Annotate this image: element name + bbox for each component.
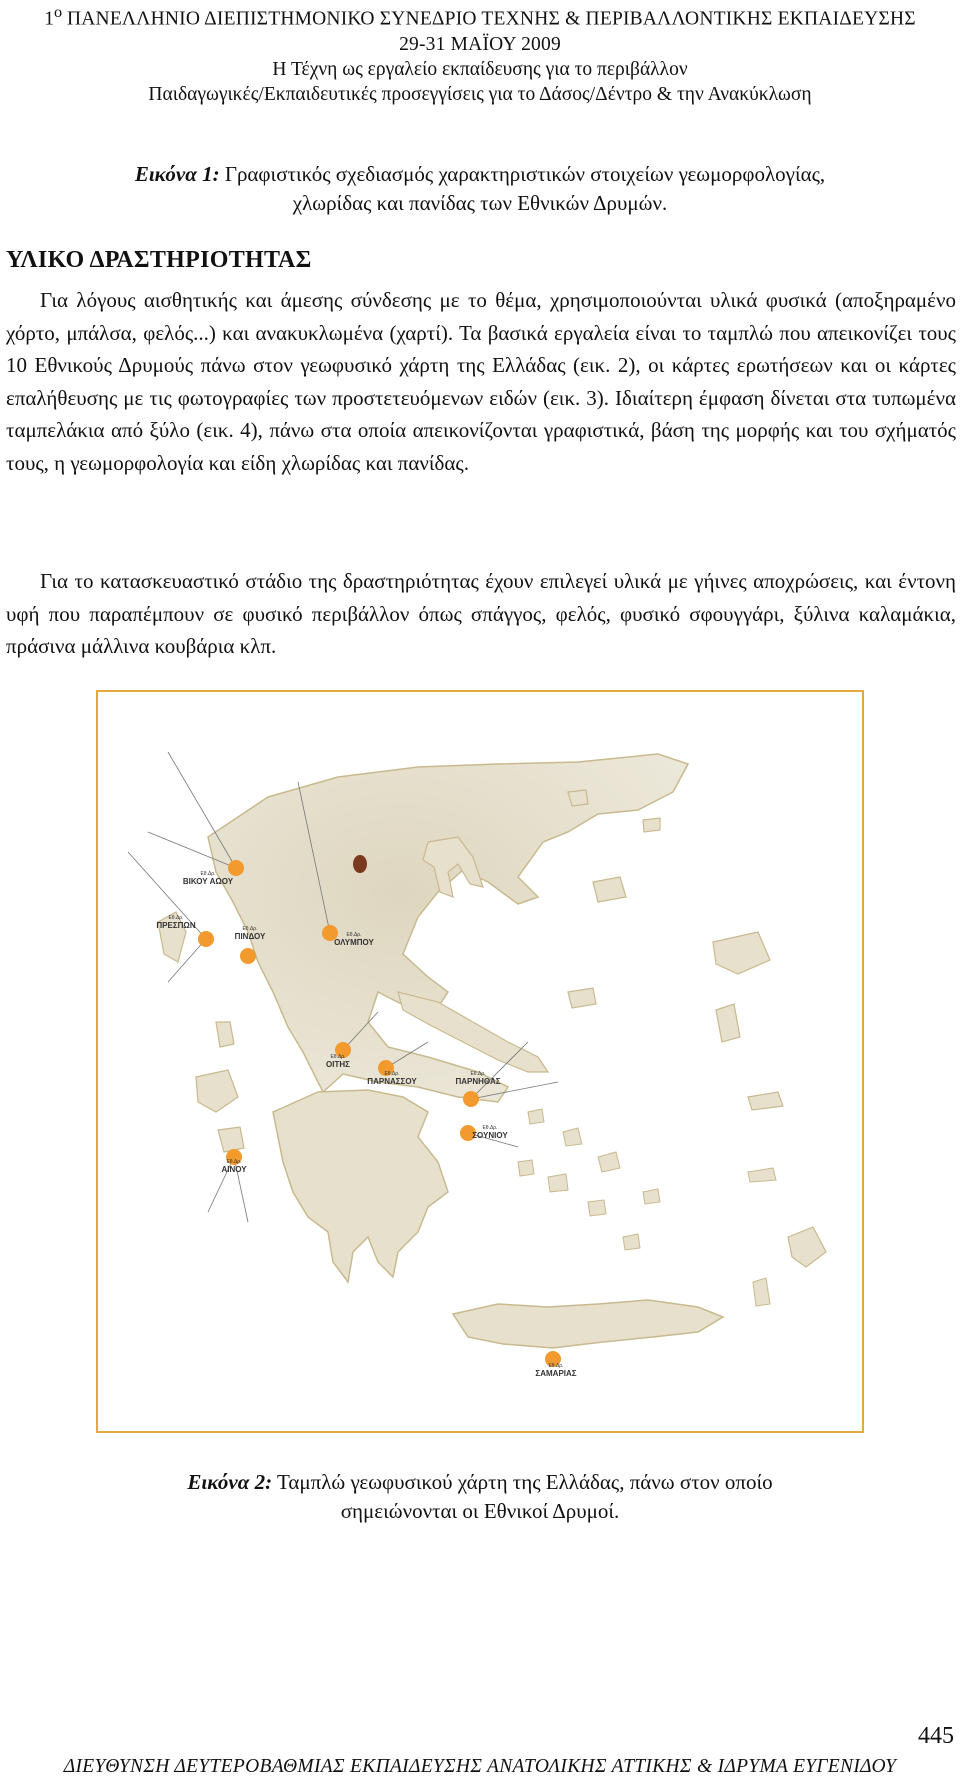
park-label: ΟΛΥΜΠΟΥ	[334, 938, 374, 947]
cyclades-island	[528, 1109, 544, 1124]
lake	[353, 855, 367, 873]
rhodes-island	[788, 1227, 826, 1267]
park-prefix: Εθ.Δρ.	[168, 915, 184, 921]
lesvos-island	[713, 932, 770, 974]
header-theme: Η Τέχνη ως εργαλείο εκπαίδευσης για το περιβάλλον	[272, 58, 688, 80]
park-label: ΠΙΝΔΟΥ	[234, 932, 266, 941]
caption-label: Εικόνα 2:	[187, 1470, 273, 1494]
caption-label: Εικόνα 1:	[134, 162, 220, 186]
park-marker	[228, 860, 244, 876]
park-prefix: Εθ.Δρ.	[242, 926, 258, 932]
greece-map	[98, 692, 862, 1431]
crete-island	[453, 1300, 723, 1348]
cyclades-island	[548, 1174, 568, 1192]
figure-1-caption: Εικόνα 1: Γραφιστικός σχεδιασμός χαρακτηριστικών στοιχείων γεωμορφολογίας, χλωρίδας και πανίδας των Εθνικών Δρυμών.	[134, 162, 826, 215]
cyclades-island	[563, 1128, 582, 1146]
zakynthos-island	[218, 1127, 244, 1152]
samos-island	[748, 1092, 783, 1110]
samothrace-island	[643, 818, 660, 832]
park-marker	[463, 1091, 479, 1107]
cyclades-island	[588, 1200, 606, 1216]
lefkada-island	[216, 1022, 234, 1047]
peloponnese-landmass	[273, 1090, 448, 1282]
lemnos-island	[593, 877, 626, 902]
park-prefix: Εθ.Δρ.	[384, 1071, 400, 1077]
page-number: 445	[918, 1723, 954, 1749]
park-label: ΠΑΡΝΑΣΣΟΥ	[367, 1077, 417, 1086]
running-header	[0, 0, 960, 107]
park-prefix: Εθ.Δρ.	[330, 1054, 346, 1060]
header-dates: 29-31 ΜΑΪΟΥ 2009	[399, 33, 561, 55]
header-conference-title: $1^o$ ΠΑΝΕΛΛΗΝΙΟ ΔΙΕΠΙΣΤΗΜΟΝΙΚΟ ΣΥΝΕΔΡΙΟ ΤΕΧΝΗΣ & ΠΕΡΙΒΑΛΛΟΝΤΙΚΗΣ ΕΚΠΑΙΔΕΥΣΗΣ	[44, 3, 916, 30]
cyclades-island	[623, 1234, 640, 1250]
figure-2-caption: Εικόνα 2: Ταμπλώ γεωφυσικού χάρτη της Ελλάδας, πάνω στον οποίο σημειώνονται οι Εθνικοί Δρυμοί.	[187, 1470, 773, 1523]
thasos-island	[568, 790, 588, 806]
greece-map-figure	[96, 690, 864, 1433]
park-label: ΟΙΤΗΣ	[326, 1060, 350, 1069]
karpathos-island	[753, 1278, 770, 1306]
cyclades-island	[518, 1160, 534, 1176]
conference-name: ΠΑΝΕΛΛΗΝΙΟ ΔΙΕΠΙΣΤΗΜΟΝΙΚΟ ΣΥΝΕΔΡΙΟ ΤΕΧΝΗΣ & ΠΕΡΙΒΑΛΛΟΝΤΙΚΗΣ ΕΚΠΑΙΔΕΥΣΗΣ	[66, 8, 916, 30]
skyros-island	[568, 988, 596, 1008]
park-prefix: Εθ.Δρ.	[470, 1071, 486, 1077]
park-label: ΠΡΕΣΠΩΝ	[156, 921, 196, 930]
park-prefix: Εθ.Δρ.	[548, 1363, 564, 1369]
kefalonia-island	[196, 1070, 238, 1112]
section-heading: ΥΛΙΚΟ ΔΡΑΣΤΗΡΙΟΤΗΤΑΣ	[6, 247, 312, 273]
park-label: ΣΑΜΑΡΙΑΣ	[535, 1369, 577, 1378]
cyclades-island	[643, 1189, 660, 1204]
header-subtheme: Παιδαγωγικές/Εκπαιδευτικές προσεγγίσεις για το Δάσος/Δέντρο & την Ανακύκλωση	[148, 83, 812, 105]
kos-island	[748, 1168, 776, 1182]
park-prefix: Εθ.Δρ.	[200, 871, 216, 877]
leader-line	[168, 752, 236, 868]
park-label: ΠΑΡΝΗΘΑΣ	[455, 1077, 501, 1086]
park-marker	[198, 931, 214, 947]
chios-island	[716, 1004, 740, 1042]
park-prefix: Εθ.Δρ.	[346, 932, 362, 938]
park-prefix: Εθ.Δρ.	[226, 1159, 242, 1165]
ordinal-superscript: ο	[53, 3, 63, 21]
cyclades-island	[598, 1152, 620, 1172]
mainland-landmass	[208, 754, 688, 1102]
park-prefix: Εθ.Δρ.	[482, 1125, 498, 1131]
park-label: ΣΟΥΝΙΟΥ	[472, 1131, 508, 1140]
park-label: ΑΙΝΟΥ	[221, 1165, 247, 1174]
running-footer: ΔΙΕΥΘΥΝΣΗ ΔΕΥΤΕΡΟΒΑΘΜΙΑΣ ΕΚΠΑΙΔΕΥΣΗΣ ΑΝΑΤΟΛΙΚΗΣ ΑΤΤΙΚΗΣ & ΙΔΡΥΜΑ ΕΥΓΕΝΙΔΟΥ	[63, 1756, 897, 1777]
body-paragraph-1: Για λόγους αισθητικής και άμεσης σύνδεσης με το θέμα, χρησιμοποιούνται υλικά φυσικά (αποξηραμένο χόρτο, μπάλσα, φελός...) και ανακυκλωμένα (χαρτί). Τα βασικά εργαλεία είναι το ταμπλώ που απεικονίζει τους 10 Εθνικούς Δρυμούς πάνω στον γεωφυσικό χάρτη της Ελλάδας (εικ. 2), οι κάρτες ερωτήσεων και οι κάρτες επαλήθευσης με τις φωτογραφίες των προστετευόμενων ειδών (εικ. 3). Ιδιαίτερη έμφαση δίνεται στα τυπωμένα ταμπελάκια από ξύλο (εικ. 4), πάνω στα οποία απεικονίζονται γραφιστικά, βάση της μορφής και του σχήματός τους, η γεωμορφολογία και είδη χλωρίδας και πανίδας.	[6, 288, 956, 475]
park-marker	[240, 948, 256, 964]
body-paragraph-2: Για το κατασκευαστικό στάδιο της δραστηριότητας έχουν επιλεγεί υλικά με γήινες αποχρώσεις, και έντονη υφή που παραπέμπουν σε φυσικό περιβάλλον όπως σπάγγος, φελός, φυσικό σφουγγάρι, ξύλινα καλαμάκια, πράσινα μάλλινα κουβάρια κλπ.	[6, 569, 956, 658]
park-label: ΒΙΚΟΥ ΑΩΟΥ	[182, 877, 234, 886]
